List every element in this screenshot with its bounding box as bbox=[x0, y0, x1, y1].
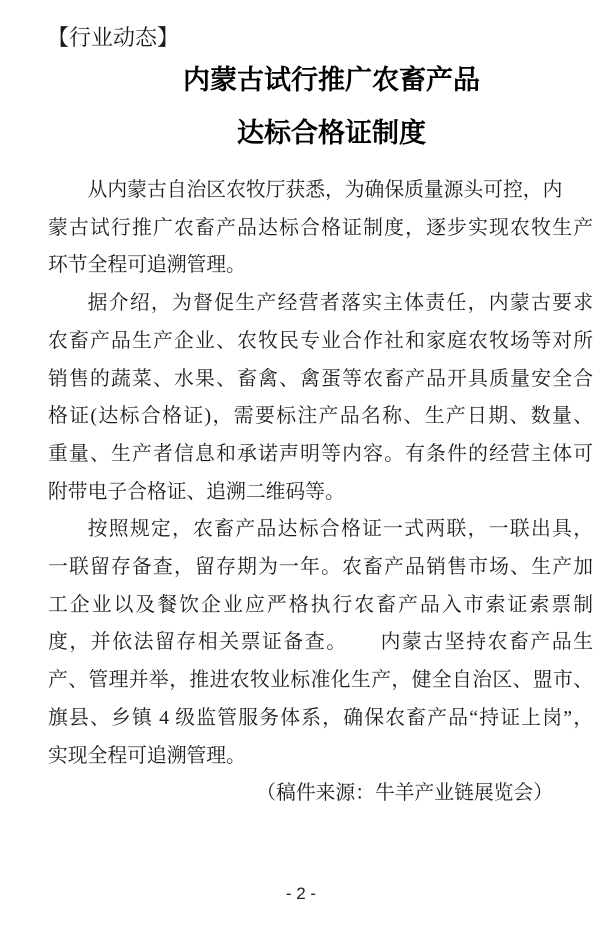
paragraph-3-line-2: 一联留存备查，留存期为一年。农畜产品销售市场、生产加 bbox=[48, 556, 593, 579]
paragraph-3-line-1: 按照规定，农畜产品达标合格证一式两联，一联出具， bbox=[87, 518, 593, 541]
paragraph-3-line-7: 实现全程可追溯管理。 bbox=[48, 744, 246, 767]
article-title bbox=[48, 54, 593, 160]
article-title-line-1: 内蒙古试行推广农畜产品 bbox=[183, 65, 480, 95]
paragraph-3-line-3: 工企业以及餐饮企业应严格执行农畜产品入市索证索票制 bbox=[48, 593, 593, 616]
paragraph-2-line-4: 格证(达标合格证)，需要标注产品名称、生产日期、数量、 bbox=[48, 405, 593, 428]
paragraph-2-line-1: 据介绍，为督促生产经营者落实主体责任，内蒙古要求 bbox=[87, 292, 593, 315]
paragraph-3-line-4: 度，并依法留存相关票证备查。 内蒙古坚持农畜产品生 bbox=[48, 631, 593, 654]
article-title-line-2: 达标合格证制度 bbox=[237, 118, 426, 148]
paragraph-2-line-6: 附带电子合格证、追溯二维码等。 bbox=[48, 480, 345, 503]
paragraph-1-line-2: 蒙古试行推广农畜产品达标合格证制度，逐步实现农牧生产 bbox=[48, 216, 593, 239]
section-tag: 【行业动态】 bbox=[47, 25, 180, 50]
paragraph-1-line-3: 环节全程可追溯管理。 bbox=[48, 254, 246, 277]
paragraph-2-line-2: 农畜产品生产企业、农牧民专业合作社和家庭农牧场等对所 bbox=[48, 329, 593, 352]
source-attribution: （稿件来源：牛羊产业链展览会） bbox=[256, 782, 553, 805]
page-footer bbox=[0, 884, 602, 904]
paragraph-2-line-3: 销售的蔬菜、水果、畜禽、禽蛋等农畜产品开具质量安全合 bbox=[48, 367, 593, 390]
paragraph-3-line-6: 旗县、乡镇 4 级监管服务体系，确保农畜产品“持证上岗”， bbox=[48, 706, 593, 729]
paragraph-2-line-5: 重量、生产者信息和承诺声明等内容。有条件的经营主体可 bbox=[48, 442, 593, 465]
paragraph-1-line-1: 从内蒙古自治区农牧厅获悉，为确保质量源头可控，内 bbox=[87, 179, 563, 201]
article-body bbox=[48, 172, 593, 813]
paragraph-3-line-5: 产、管理并举，推进农牧业标准化生产，健全自治区、盟市、 bbox=[48, 669, 593, 692]
page-number: - 2 - bbox=[285, 884, 317, 903]
